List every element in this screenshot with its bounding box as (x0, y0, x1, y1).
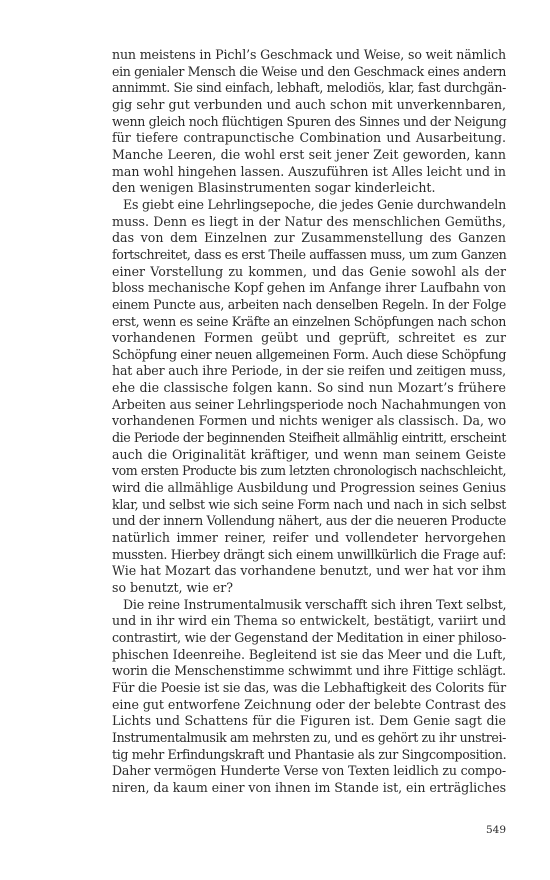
text-line: eine gut entworfene Zeichnung oder der belebte Contrast des (112, 696, 506, 712)
text-line: worin die Menschenstimme schwimmt und ihre Fittige schlägt. (112, 663, 506, 679)
text-line: bloss mechanische Kopf gehen im Anfange ihrer Laufbahn von (112, 280, 506, 296)
text-line: fortschreitet, dass es erst Theile auffassen muss, um zum Ganzen (112, 246, 507, 262)
text-line: vorhandenen Formen geübt und geprüft, schreitet es zur (112, 330, 506, 346)
text-line: für tiefere contrapunctische Combination und Ausarbeitung. (112, 130, 506, 146)
text-line: klar, und selbst wie sich seine Form nach und nach in sich selbst (112, 496, 506, 512)
text-line: und in ihr wird ein Thema so entwickelt, bestätigt, variirt und (112, 613, 506, 629)
text-line: Die reine Instrumentalmusik verschafft sich ihren Text selbst, (123, 596, 507, 612)
text-line: den wenigen Blasinstrumenten sogar kinderleicht. (112, 180, 436, 196)
text-line: Arbeiten aus seiner Lehrlingsperiode noch Nachahmungen von (112, 396, 506, 412)
text-line: Instrumentalmusik am mehrsten zu, und es gehört zu ihr unstrei- (112, 729, 506, 745)
text-line: wenn gleich noch flüchtigen Spuren des Sinnes und der Neigung (112, 113, 507, 129)
text-line: Lichts und Schattens für die Figuren ist. Dem Genie sagt die (112, 713, 506, 729)
text-line: contrastirt, wie der Gegenstand der Meditation in einer philoso- (112, 629, 506, 645)
text-line: mussten. Hierbey drängt sich einem unwillkürlich die Frage auf: (112, 546, 506, 562)
text-line: Für die Poesie ist sie das, was die Lebhaftigkeit des Colorits für (112, 679, 506, 695)
text-line: und der innern Vollendung nähert, aus der die neueren Producte (112, 513, 506, 529)
text-line: niren, da kaum einer von ihnen im Stande ist, ein erträgliches (112, 779, 506, 795)
text-line: Es giebt eine Lehrlingsepoche, die jedes Genie durchwandeln (123, 196, 506, 212)
text-line: ein genialer Mensch die Weise und den Geschmack eines andern (112, 63, 506, 79)
text-line: so benutzt, wie er? (112, 580, 234, 595)
text-line: Manche Leeren, die wohl erst seit jener Zeit geworden, kann (112, 146, 506, 162)
text-line: man wohl hingehen lassen. Auszuführen ist Alles leicht und in (112, 163, 506, 179)
text-line: die Periode der beginnenden Steifheit allmählig eintritt, erscheint (112, 430, 506, 446)
text-line: einem Puncte aus, arbeiten nach denselben Regeln. In der Folge (112, 296, 506, 312)
text-line: vorhandenen Formen und nichts weniger als classisch. Da, wo (112, 413, 506, 429)
text-line: Daher vermögen Hunderte Verse von Texten leidlich zu compo- (112, 763, 506, 779)
text-line: wird die allmählige Ausbildung und Progression seines Genius (112, 480, 506, 496)
text-line: nun meistens in Pichl’s Geschmack und Weise, so weit nämlich (112, 47, 506, 62)
text-line: annimmt. Sie sind einfach, lebhaft, melodiös, klar, fast durchgän- (112, 80, 506, 96)
text-line: natürlich immer reiner, reifer und vollendeter hervorgehen (112, 530, 506, 546)
text-line: tig mehr Erfindungskraft und Phantasie als zur Singcomposition. (112, 746, 507, 762)
text-line: einer Vorstellung zu kommen, und das Genie sowohl als der (112, 263, 506, 279)
body-text (112, 47, 506, 797)
text-line: vom ersten Producte bis zum letzten chronologisch nachschleicht, (112, 463, 506, 479)
text-line: hat aber auch ihre Periode, in der sie reifen und zeitigen muss, (112, 363, 506, 379)
text-line: ehe die classische folgen kann. So sind nun Mozart’s frühere (112, 380, 506, 396)
text-line: Wie hat Mozart das vorhandene benutzt, und wer hat vor ihm (112, 563, 506, 579)
text-line: gig sehr gut verbunden und auch schon mit unverkennbaren, (112, 96, 506, 112)
page-number: 549 (485, 824, 506, 836)
text-line: erst, wenn es seine Kräfte an einzelnen Schöpfungen nach schon (112, 313, 506, 329)
text-line: auch die Originalität kräftiger, und wenn man seinem Geiste (112, 446, 506, 462)
text-line: das von dem Einzelnen zur Zusammenstellung des Ganzen (112, 230, 506, 246)
text-line: phischen Ideenreihe. Begleitend ist sie das Meer und die Luft, (112, 646, 506, 662)
text-line: Schöpfung einer neuen allgemeinen Form. Auch diese Schöpfung (112, 346, 506, 362)
text-line: muss. Denn es liegt in der Natur des menschlichen Gemüths, (112, 213, 506, 229)
